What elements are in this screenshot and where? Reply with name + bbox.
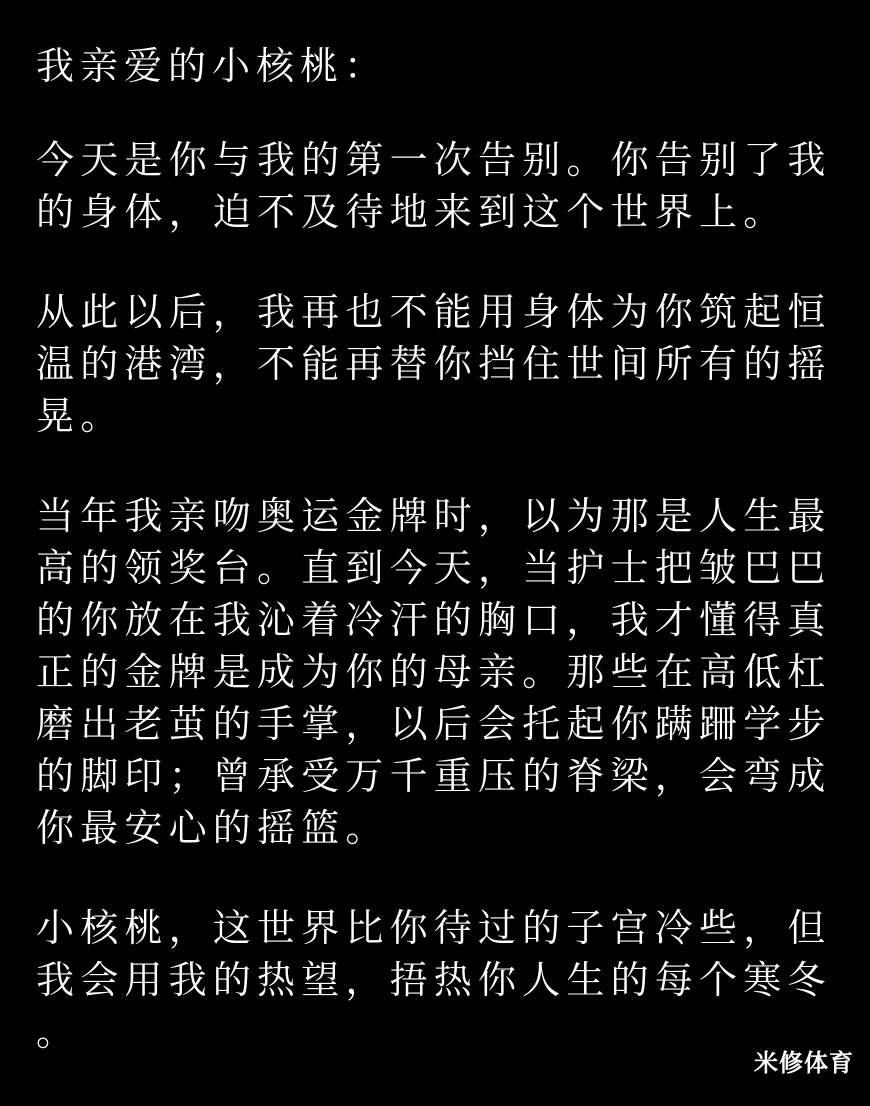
text-line: 正的金牌是成为你的母亲。那些在高低杠 — [36, 650, 832, 694]
text-line: 你最安心的摇篮。 — [36, 806, 390, 850]
text-line: 温的港湾，不能再替你挡住世间所有的摇 — [36, 342, 832, 386]
text-line: 的脚印；曾承受万千重压的脊梁，会弯成 — [36, 754, 832, 798]
paragraph-1 — [36, 134, 844, 238]
text-line: 晃。 — [36, 394, 125, 438]
paragraph-2 — [36, 286, 844, 442]
text-line: 的身体，迫不及待地来到这个世界上。 — [36, 190, 788, 234]
text-line: 我会用我的热望，捂热你人生的每个寒冬 — [36, 958, 832, 1002]
watermark: 米修体育 — [754, 1049, 854, 1077]
text-line: 。 — [36, 1010, 81, 1054]
paragraph-4 — [36, 902, 844, 1058]
text-line: 小核桃，这世界比你待过的子宫冷些，但 — [36, 906, 832, 950]
text-line: 当年我亲吻奥运金牌时，以为那是人生最 — [36, 494, 832, 538]
letter — [36, 40, 844, 1106]
text-line: 从此以后，我再也不能用身体为你筑起恒 — [36, 290, 832, 334]
text-line: 磨出老茧的手掌，以后会托起你蹒跚学步 — [36, 702, 832, 746]
text-line: 今天是你与我的第一次告别。你告别了我 — [36, 138, 832, 182]
letter-salutation: 我亲爱的小核桃： — [36, 44, 389, 88]
paragraph-3 — [36, 490, 844, 854]
text-line: 的你放在我沁着冷汗的胸口，我才懂得真 — [36, 598, 832, 642]
text-line: 高的领奖台。直到今天，当护士把皱巴巴 — [36, 546, 832, 590]
